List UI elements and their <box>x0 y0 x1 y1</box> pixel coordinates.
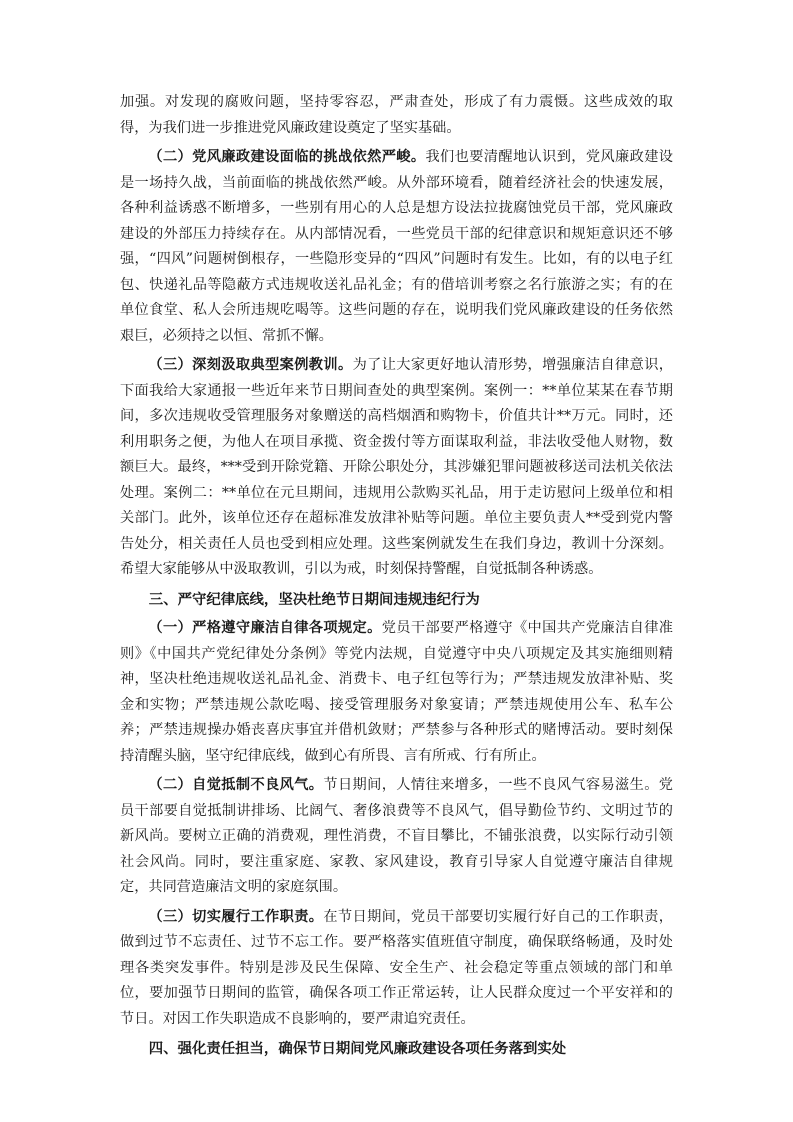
subsection-resist-bad-habits <box>120 773 673 901</box>
subsection-lead: （二）自觉抵制不良风气。 <box>148 777 324 793</box>
subsection-lead: （二）党风廉政建设面临的挑战依然严峻。 <box>148 149 426 165</box>
subsection-duties <box>120 905 673 1033</box>
subsection-body: 我们也要清醒地认识到，党风廉政建设是一场持久战，当前面临的挑战依然严峻。从外部环境看，随着经济社会的快速发展，各种利益诱惑不断增多，一些别有用心的人总是想方设法拉拢腐蚀党员干部，党风廉政建设的外部压力持续存在。从内部情况看，一些党员干部的纪律意识和规矩意识还不够强，“四风”问题树倒根存，一些隐形变异的“四风”问题时有发生。比如，有的以电子红包、快递礼品等隐蔽方式违规收送礼品礼金；有的借培训考察之名行旅游之实；有的在单位食堂、私人会所违规吃喝等。这些问题的存在，说明我们党风廉政建设的任务依然艰巨，必须持之以恒、常抓不懈。 <box>120 149 673 344</box>
subsection-lead: （三）切实履行工作职责。 <box>148 908 324 925</box>
section-heading-3: 三、严守纪律底线，坚决杜绝节日期间违规违纪行为 <box>148 590 480 608</box>
subsection-lead: （一）严格遵守廉洁自律各项规定。 <box>148 620 382 636</box>
subsection-lead: （三）深刻汲取典型案例教训。 <box>148 357 353 373</box>
subsection-cases <box>120 353 673 583</box>
section-heading-4: 四、强化责任担当，确保节日期间党风廉政建设各项任务落到实处 <box>148 1040 567 1057</box>
subsection-challenges <box>120 145 673 349</box>
subsection-body: 党员干部要严格遵守《中国共产党廉洁自律准则》《中国共产党纪律处分条例》等党内法规，自觉遵守中央八项规定及其实施细则精神，坚决杜绝违规收送礼品礼金、消费卡、电子红包等行为；严禁违规发放津补贴、奖金和实物；严禁违规公款吃喝、接受管理服务对象宴请；严禁违规使用公车、私车公养；严禁违规操办婚丧喜庆事宜并借机敛财；严禁参与各种形式的赌博活动。要时刻保持清醒头脑，坚守纪律底线，做到心有所畏、言有所戒、行有所止。 <box>120 620 673 764</box>
subsection-rules <box>120 616 673 769</box>
subsection-body: 在节日期间，党员干部要切实履行好自己的工作职责，做到过节不忘责任、过节不忘工作。要严格落实值班值守制度，确保联络畅通，及时处理各类突发事件。特别是涉及民生保障、安全生产、社会稳定等重点领域的部门和单位，要加强节日期间的监管，确保各项工作正常运转，让人民群众度过一个平安祥和的节日。对因工作失职造成不良影响的，要严肃追究责任。 <box>120 908 673 1027</box>
subsection-body: 为了让大家更好地认清形势，增强廉洁自律意识，下面我给大家通报一些近年来节日期间查处的典型案例。案例一：**单位某某在春节期间，多次违规收受管理服务对象赠送的高档烟酒和购物卡，价值共计**万元。同时，还利用职务之便，为他人在项目承揽、资金拨付等方面谋取利益，非法收受他人财物，数额巨大。最终，***受到开除党籍、开除公职处分，其涉嫌犯罪问题被移送司法机关依法处理。案例二：**单位在元旦期间，违规用公款购买礼品，用于走访慰问上级单位和相关部门。此外，该单位还存在超标准发放津补贴等问题。单位主要负责人**受到党内警告处分，相关责任人员也受到相应处理。这些案例就发生在我们身边，教训十分深刻。希望大家能够从中汲取教训，引以为戒，时刻保持警醒，自觉抵制各种诱惑。 <box>120 357 673 577</box>
subsection-body: 节日期间，人情往来增多，一些不良风气容易滋生。党员干部要自觉抵制讲排场、比阔气、奢侈浪费等不良风气，倡导勤俭节约、文明过节的新风尚。要树立正确的消费观，理性消费，不盲目攀比，不铺张浪费，以实际行动引领社会风尚。同时，要注重家庭、家教、家风建设，教育引导家人自觉遵守廉洁自律规定，共同营造廉洁文明的家庭氛围。 <box>120 777 673 895</box>
document-page <box>120 90 673 1062</box>
intro-paragraph: 加强。对发现的腐败问题，坚持零容忍，严肃查处，形成了有力震慑。这些成效的取得，为我们进一步推进党风廉政建设奠定了坚实基础。 <box>120 94 673 136</box>
